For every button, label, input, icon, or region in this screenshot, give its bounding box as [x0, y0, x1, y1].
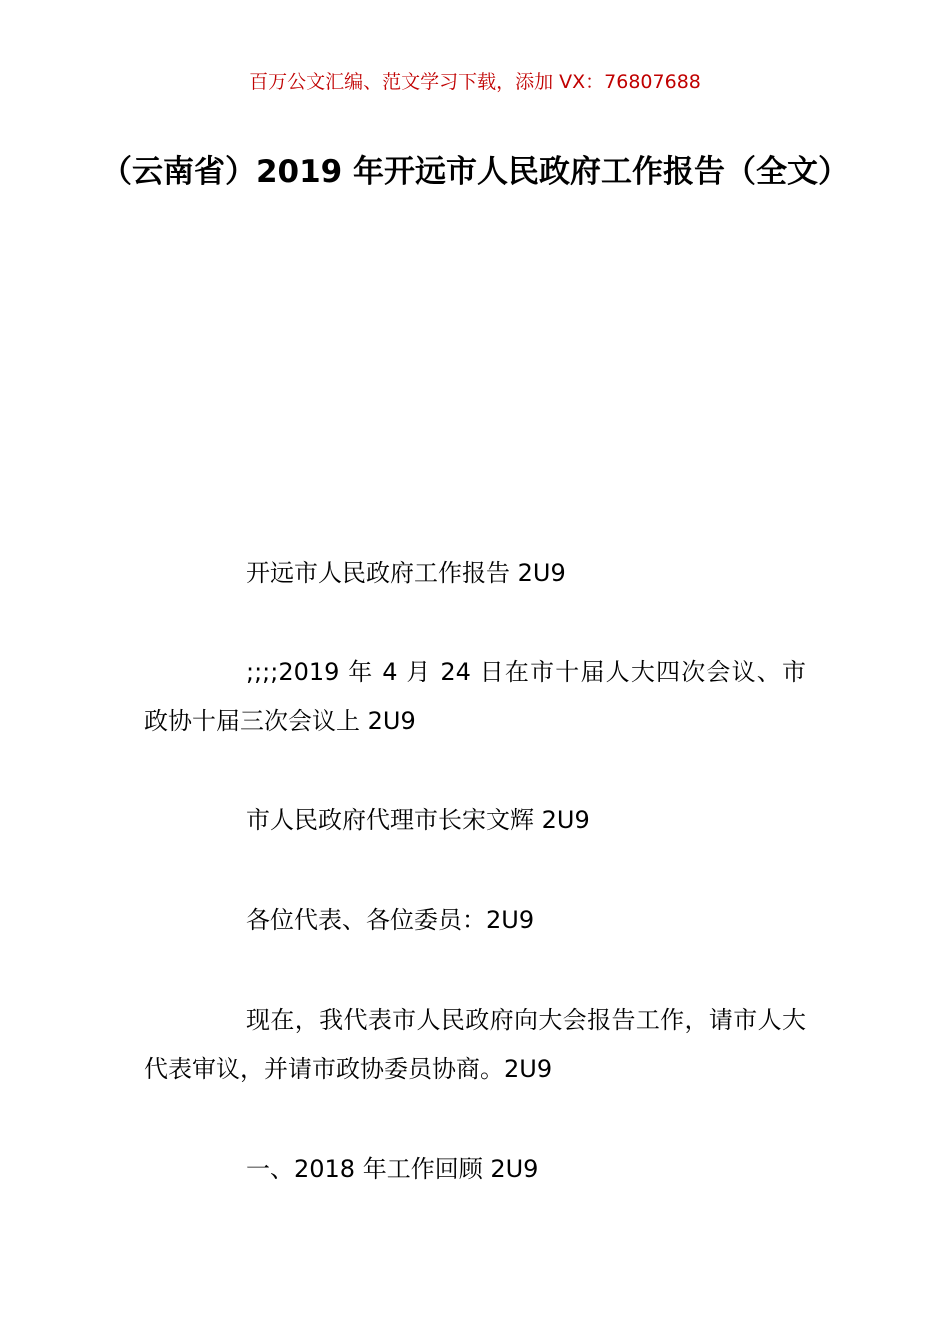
document-title: （云南省）2019 年开远市人民政府工作报告（全文）: [100, 154, 850, 190]
paragraph-meeting-info: ;;;;2019 年 4 月 24 日在市十届人大四次会议、市政协十届三次会议上 2U9: [144, 658, 806, 735]
paragraph-report-name: 开远市人民政府工作报告 2U9: [246, 559, 566, 587]
paragraph-opening: 现在，我代表市人民政府向大会报告工作，请市人大代表审议，并请市政协委员协商。2U9: [144, 1006, 806, 1083]
section-heading-review: 一、2018 年工作回顾 2U9: [246, 1155, 539, 1183]
header-note: 百万公文汇编、范文学习下载，添加 VX：76807688: [249, 71, 701, 93]
paragraph-salutation: 各位代表、各位委员：2U9: [246, 906, 535, 934]
paragraph-speaker: 市人民政府代理市长宋文辉 2U9: [246, 806, 590, 834]
